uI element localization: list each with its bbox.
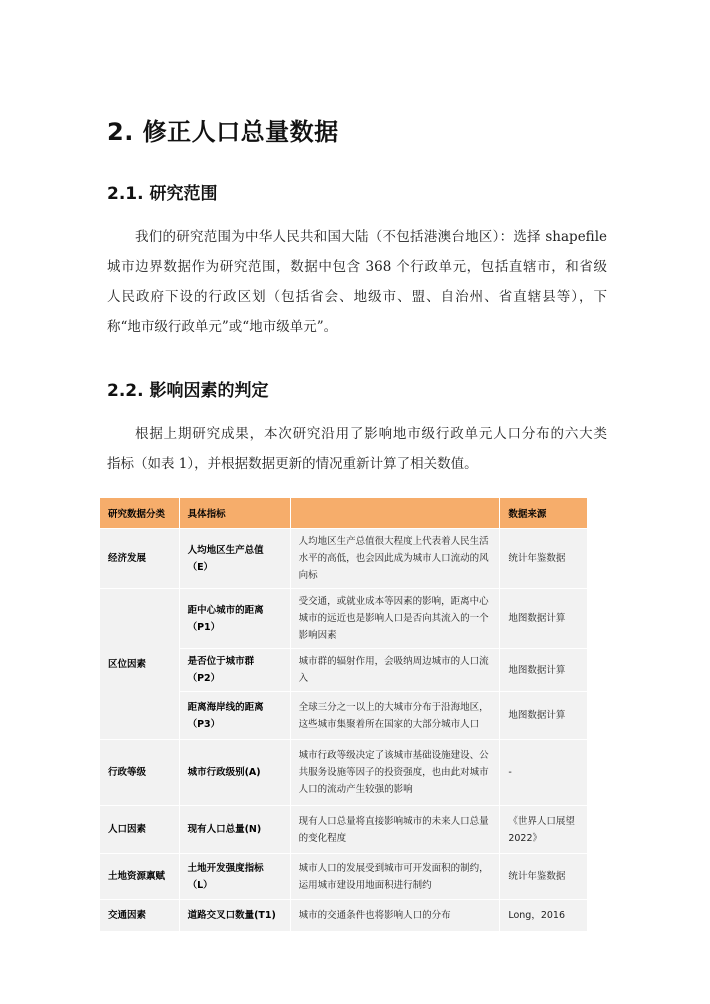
category-cell: 行政等级 [100,740,180,806]
section-title-research-scope: 2.1. 研究范围 [107,184,218,204]
description-cell: 受交通，或就业成本等因素的影响，距离中心城市的远近也是影响人口是否向其流入的一个影响因素 [290,589,500,649]
indicator-cell: 距离海岸线的距离（P3） [179,692,290,740]
table-row [100,589,588,649]
header-source: 数据来源 [500,498,588,529]
header-indicator: 具体指标 [179,498,290,529]
source-cell: 地图数据计算 [500,649,588,692]
table-row [100,900,588,932]
table-row [100,806,588,854]
research-scope-paragraph [107,222,607,342]
category-cell: 区位因素 [100,589,180,740]
description-cell: 城市的交通条件也将影响人口的分布 [290,900,500,932]
indicator-cell: 现有人口总量(N) [179,806,290,854]
table-row [100,529,588,589]
section-title-influencing-factors: 2.2. 影响因素的判定 [107,381,269,401]
source-cell: - [500,740,588,806]
description-cell: 城市人口的发展受到城市可开发面积的制约，运用城市建设用地面积进行制约 [290,854,500,900]
indicator-cell: 人均地区生产总值（E） [179,529,290,589]
source-cell: 地图数据计算 [500,589,588,649]
source-cell: 地图数据计算 [500,692,588,740]
indicator-cell: 距中心城市的距离（P1） [179,589,290,649]
description-cell: 人均地区生产总值很大程度上代表着人民生活水平的高低，也会因此成为城市人口流动的风向标 [290,529,500,589]
category-cell: 交通因素 [100,900,180,932]
source-cell: 统计年鉴数据 [500,529,588,589]
factors-table [99,497,588,932]
paragraph-line: 称“地市级行政单元”或“地市级单元”。 [107,319,338,335]
header-category: 研究数据分类 [100,498,180,529]
indicator-cell: 是否位于城市群（P2） [179,649,290,692]
description-cell: 城市行政等级决定了该城市基础设施建设、公共服务设施等因子的投资强度，也由此对城市人口的流动产生较强的影响 [290,740,500,806]
paragraph-line: 人民政府下设的行政区划（包括省会、地级市、盟、自治州、省直辖县等），下 [107,289,607,305]
source-cell: Long，2016 [500,900,588,932]
paragraph-line: 我们的研究范围为中华人民共和国大陆（不包括港澳台地区）：选择 shapefile [135,229,607,245]
description-cell: 城市群的辐射作用，会吸纳周边城市的人口流入 [290,649,500,692]
paragraph-line: 指标（如表 1），并根据数据更新的情况重新计算了相关数值。 [107,456,478,472]
source-cell: 统计年鉴数据 [500,854,588,900]
description-cell: 全球三分之一以上的大城市分布于沿海地区，这些城市集聚着所在国家的大部分城市人口 [290,692,500,740]
header-description [290,498,500,529]
indicator-cell: 城市行政级别(A) [179,740,290,806]
indicator-cell: 土地开发强度指标（L） [179,854,290,900]
category-cell: 经济发展 [100,529,180,589]
table-row [100,854,588,900]
table-row [100,740,588,806]
category-cell: 人口因素 [100,806,180,854]
page-heading: 2. 修正人口总量数据 [107,118,339,146]
influencing-factors-paragraph [107,419,607,479]
paragraph-line: 根据上期研究成果，本次研究沿用了影响地市级行政单元人口分布的六大类 [135,426,607,442]
source-cell: 《世界人口展望2022》 [500,806,588,854]
description-cell: 现有人口总量将直接影响城市的未来人口总量的变化程度 [290,806,500,854]
paragraph-line: 城市边界数据作为研究范围，数据中包含 368 个行政单元，包括直辖市，和省级 [107,259,607,275]
table-header-row [100,498,588,529]
indicator-cell: 道路交叉口数量(T1) [179,900,290,932]
category-cell: 土地资源禀赋 [100,854,180,900]
